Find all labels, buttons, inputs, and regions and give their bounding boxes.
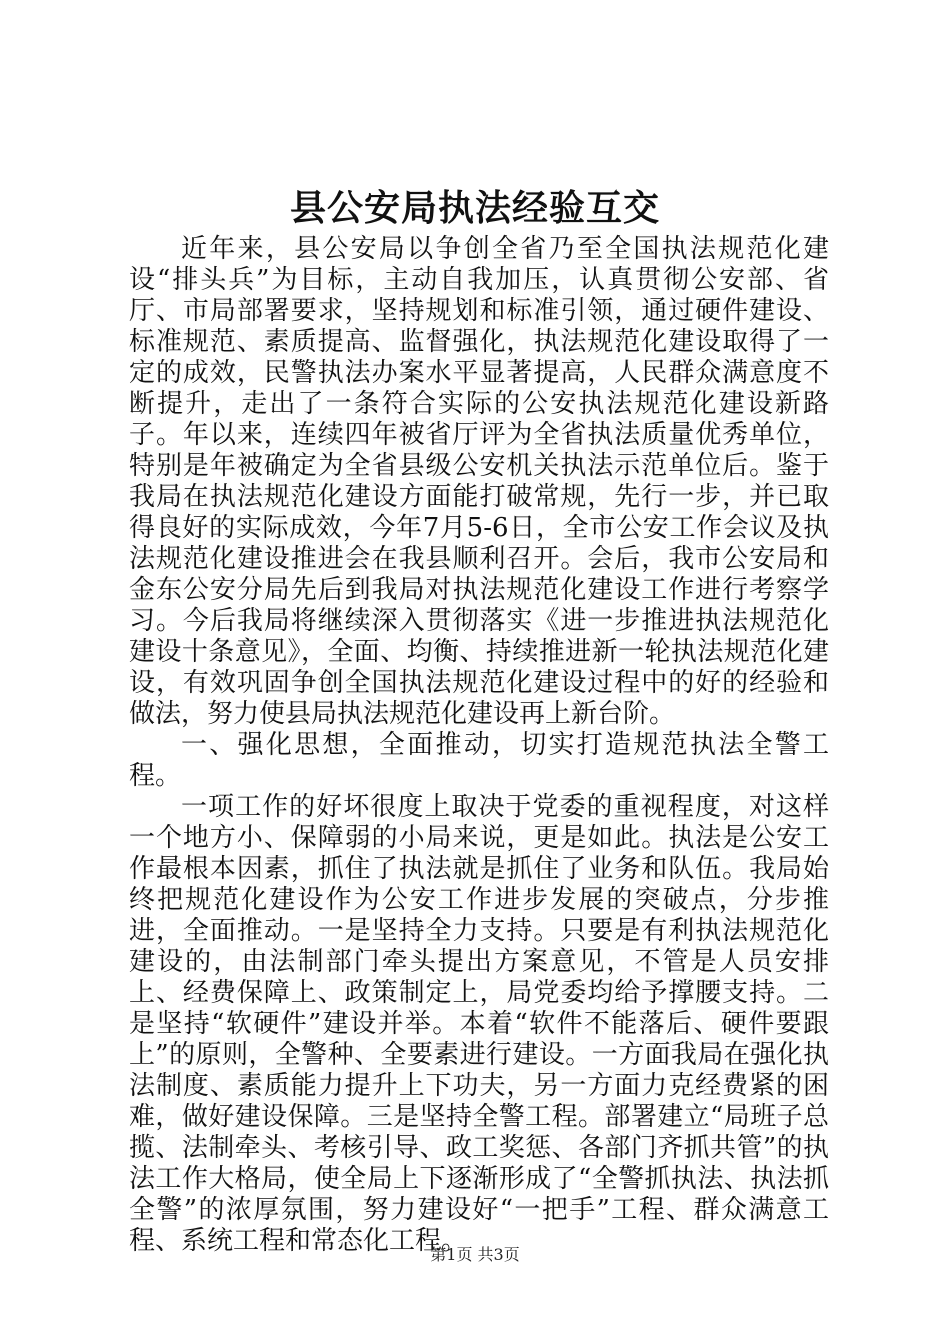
document-body — [129, 234, 829, 1257]
page-number: 第1页 共3页 — [430, 1245, 520, 1264]
document-title: 县公安局执法经验互交 — [289, 187, 660, 229]
paragraph-intro: 近年来，县公安局以争创全省乃至全国执法规范化建设“排头兵”为目标，主动自我加压，认真贯彻公安部、省厅、市局部署要求，坚持规划和标准引领，通过硬件建设、标准规范、素质提高、监督强化，执法规范化建设取得了一定的成效，民警执法办案水平显著提高，人民群众满意度不断提升，走出了一条符合实际的公安执法规范化建设新路子。年以来，连续四年被省厅评为全省执法质量优秀单位，特别是年被确定为全省县级公安机关执法示范单位后。鉴于我局在执法规范化建设方面能打破常规，先行一步，并已取得良好的实际成效，今年7月5-6日，全市公安工作会议及执法规范化建设推进会在我县顺利召开。会后，我市公安局和金东公安分局先后到我局对执法规范化建设工作进行考察学习。今后我局将继续深入贯彻落实《进一步推进执法规范化建设十条意见》，全面、均衡、持续推进新一轮执法规范化建设，有效巩固争创全国执法规范化建设过程中的好的经验和做法，努力使县局执法规范化建设再上新台阶。 — [129, 234, 829, 729]
paragraph-section-1: 一项工作的好坏很度上取决于党委的重视程度，对这样一个地方小、保障弱的小局来说，更是如此。执法是公安工作最根本因素，抓住了执法就是抓住了业务和队伍。我局始终把规范化建设作为公安工作进步发展的突破点，分步推进，全面推动。一是坚持全力支持。只要是有利执法规范化建设的，由法制部门牵头提出方案意见，不管是人员安排上、经费保障上、政策制定上，局党委均给予撑腰支持。二是坚持“软硬件”建设并举。本着“软件不能落后、硬件要跟上”的原则，全警种、全要素进行建设。一方面我局在强化执法制度、素质能力提升上下功夫，另一方面力克经费紧的困难，做好建设保障。三是坚持全警工程。部署建立“局班子总揽、法制牵头、考核引导、政工奖惩、各部门齐抓共管”的执法工作大格局，使全局上下逐渐形成了“全警抓执法、执法抓全警”的浓厚氛围，努力建设好“一把手”工程、群众满意工程、系统工程和常态化工程。 — [129, 792, 829, 1256]
section-heading-1: 一、强化思想，全面推动，切实打造规范执法全警工程。 — [129, 730, 829, 791]
